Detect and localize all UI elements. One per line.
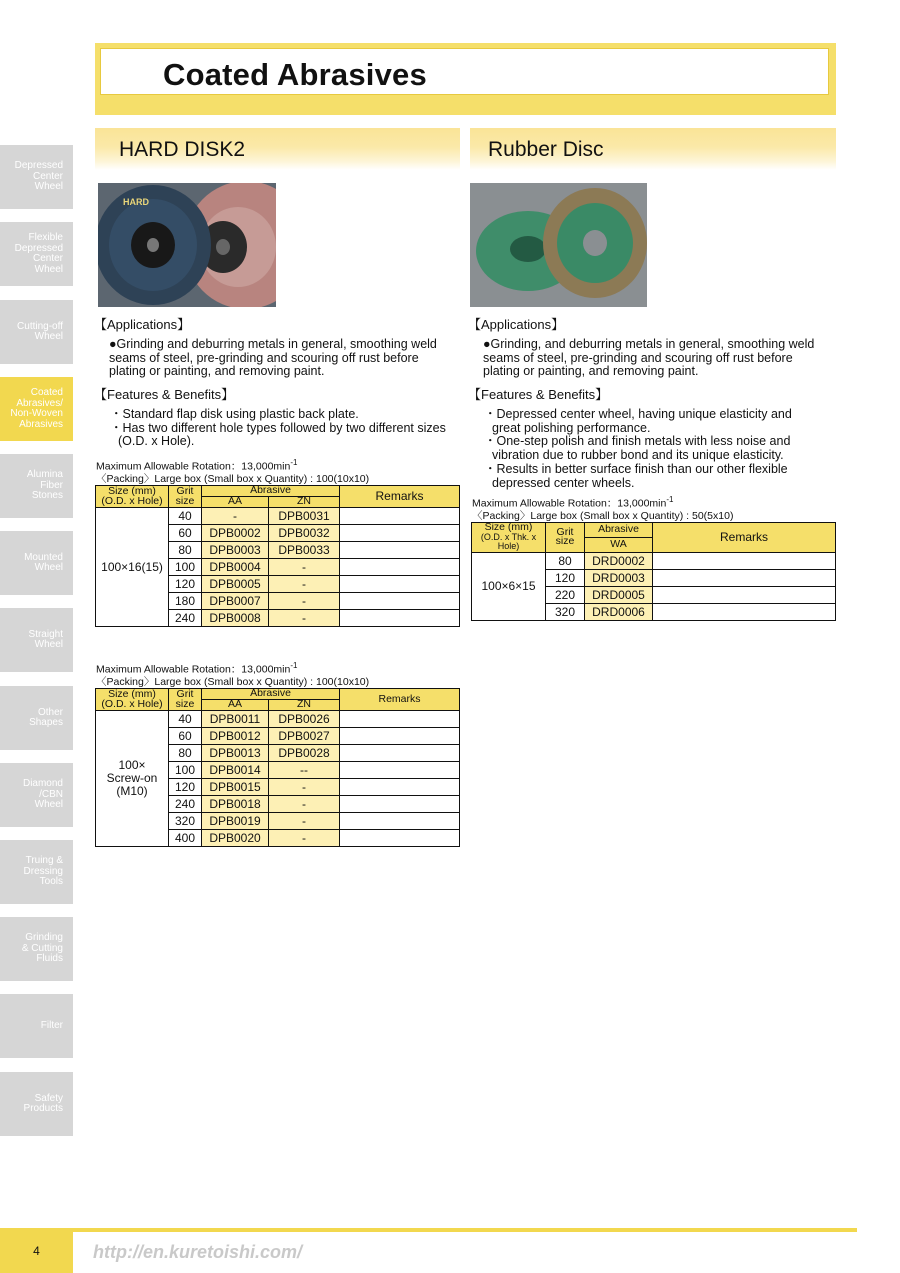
rubber-disc-applications: 【Applications】 ●Grinding, and deburring metals in general, smoothing weld seams of steel, pre-grinding and scouring off rust before plating or painting, and removing paint. bbox=[468, 318, 818, 379]
table-row: 320 DPB0019 - bbox=[96, 813, 460, 830]
sidebar-item-flexible-depressed-center-wheel[interactable]: Flexible Depressed Center Wheel bbox=[0, 222, 73, 286]
sidebar-item-truing-dressing-tools[interactable]: Truing & Dressing Tools bbox=[0, 840, 73, 904]
sidebar-item-alumina-fiber-stones[interactable]: Alumina Fiber Stones bbox=[0, 454, 73, 518]
hard-disk-table1-notes: Maximum Allowable Rotation：$13,000\min^{-1}$ 〈Packing〉Large box (Small box x Quantity) : 100(10x10) bbox=[96, 458, 370, 485]
rubber-disc-feature-2: ・One-step polish and finish metals with less noise and vibration due to rubber bond and its unique elasticity. bbox=[484, 434, 791, 463]
table-row: 100×6×15 80 DRD0002 bbox=[472, 552, 836, 569]
table-row: 220 DRD0005 bbox=[472, 586, 836, 603]
table-row: 320 DRD0006 bbox=[472, 603, 836, 620]
table-row: 100×16(15) 40 - DPB0031 bbox=[96, 508, 460, 525]
rubber-disc-image bbox=[470, 183, 647, 307]
rubber-disc-feature-1: ・Depressed center wheel, having unique elasticity and great polishing performance. bbox=[484, 406, 792, 435]
hard-disk-table2: Size (mm) (O.D. x Hole) Grit size Abrasive Remarks AA ZN 100× Screw-on (M10) 40 DPB0011 DPB0026 60 DPB0012 DPB0027 80 DPB0013 DPB0028 100 DPB0014 -- 120 DPB0015 - 240 DPB0018 - 320 DPB0019 - 400 DPB0020 - bbox=[95, 688, 460, 847]
sidebar-item-diamond-cbn-wheel[interactable]: Diamond /CBN Wheel bbox=[0, 763, 73, 827]
page-number: 4 bbox=[0, 1228, 73, 1273]
title-banner bbox=[95, 43, 836, 115]
table-row: 80 DPB0013 DPB0028 bbox=[96, 745, 460, 762]
table-row: 60 DPB0002 DPB0032 bbox=[96, 525, 460, 542]
table-row: 80 DPB0003 DPB0033 bbox=[96, 542, 460, 559]
rubber-disc-feature-3: ・Results in better surface finish than our other flexible depressed center wheels. bbox=[484, 461, 788, 490]
hard-disk-photo bbox=[98, 183, 276, 307]
table-row: 100× Screw-on (M10) 40 DPB0011 DPB0026 bbox=[96, 711, 460, 728]
table-row: 120 DPB0005 - bbox=[96, 576, 460, 593]
table-row: 240 DPB0018 - bbox=[96, 796, 460, 813]
footer-bar bbox=[0, 1228, 857, 1232]
sidebar-item-coated-abrasives[interactable]: Coated Abrasives/ Non-Woven Abrasives bbox=[0, 377, 73, 441]
hard-disk-table1: Size (mm) (O.D. x Hole) Grit size Abrasive Remarks AA ZN 100×16(15) 40 - DPB0031 60 DPB0002 DPB0032 80 DPB0003 DPB0033 100 DPB0004 - 120 DPB0005 - 180 DPB0007 - 240 DPB0008 - bbox=[95, 485, 460, 627]
hard-disk-title: HARD DISK2 bbox=[119, 138, 246, 161]
table-row: 120 DPB0015 - bbox=[96, 779, 460, 796]
hard-disk-table2-notes: Maximum Allowable Rotation：$13,000\min^{-1}$ 〈Packing〉Large box (Small box x Quantity) : 100(10x10) bbox=[96, 661, 370, 688]
rubber-disc-photo bbox=[470, 183, 647, 307]
table-row: 240 DPB0008 - bbox=[96, 610, 460, 627]
hard-disk-image bbox=[98, 183, 276, 307]
page-title: Coated Abrasives bbox=[163, 57, 427, 92]
table-row: 400 DPB0020 - bbox=[96, 830, 460, 847]
hard-disk-feature-1: ・Standard flap disk using plastic back plate. bbox=[110, 406, 359, 421]
rubber-disc-title: Rubber Disc bbox=[488, 138, 604, 161]
sidebar-item-filter[interactable]: Filter bbox=[0, 994, 73, 1058]
table-row: 120 DRD0003 bbox=[472, 569, 836, 586]
hard-disk-feature-2: ・Has two different hole types followed by two different sizes (O.D. x Hole). bbox=[110, 420, 446, 449]
sidebar-item-depressed-center-wheel[interactable]: Depressed Center Wheel bbox=[0, 145, 73, 209]
hard-disk-applications-text: ●Grinding and deburring metals in general, smoothing weld seams of steel, pre-grinding and scouring off rust before plating or painting, and removing paint. bbox=[109, 336, 437, 379]
table-row: 100 DPB0004 - bbox=[96, 559, 460, 576]
rubber-disc-applications-text: ●Grinding, and deburring metals in general, smoothing weld seams of steel, pre-grinding and scouring off rust before plating or painting, and removing paint. bbox=[483, 336, 815, 379]
sidebar-item-other-shapes[interactable]: Other Shapes bbox=[0, 686, 73, 750]
website-url[interactable]: http://en.kuretoishi.com/ bbox=[93, 1242, 303, 1262]
sidebar-item-straight-wheel[interactable]: Straight Wheel bbox=[0, 608, 73, 672]
hard-disk-photo-label: HARD bbox=[123, 197, 149, 207]
table-row: 100 DPB0014 -- bbox=[96, 762, 460, 779]
sidebar-item-safety-products[interactable]: Safety Products bbox=[0, 1072, 73, 1136]
table-row: 180 DPB0007 - bbox=[96, 593, 460, 610]
rubber-disc-table: Size (mm) (O.D. x Thk. x Hole) Grit size Abrasive Remarks WA 100×6×15 80 DRD0002 120 DRD0003 220 DRD0005 320 DRD0006 bbox=[471, 522, 836, 621]
sidebar-item-mounted-wheel[interactable]: Mounted Wheel bbox=[0, 531, 73, 595]
rubber-disc-features: 【Features & Benefits】 ・Depressed center wheel, having unique elasticity and great polishing performance. ・One-step polish and finish metals with less noise and vibration due to rubber bond and its unique elasticity. ・Results in better surface finish than our other flexible depressed center wheels. bbox=[468, 388, 798, 491]
table-row: 60 DPB0012 DPB0027 bbox=[96, 728, 460, 745]
sidebar-item-cutting-off-wheel[interactable]: Cutting-off Wheel bbox=[0, 300, 73, 364]
rubber-disc-header bbox=[470, 128, 836, 170]
hard-disk-header bbox=[95, 128, 460, 170]
sidebar-item-grinding-cutting-fluids[interactable]: Grinding & Cutting Fluids bbox=[0, 917, 73, 981]
hard-disk-applications: 【Applications】 ●Grinding and deburring metals in general, smoothing weld seams of steel, pre-grinding and scouring off rust before plating or painting, and removing paint. bbox=[94, 318, 444, 379]
rubber-disc-table-notes: Maximum Allowable Rotation：$13,000\min^{-1}$ 〈Packing〉Large box (Small box x Quantity) : 50(5x10) bbox=[472, 495, 734, 522]
hard-disk-features: 【Features & Benefits】 ・Standard flap disk using plastic back plate. ・Has two different hole types followed by two different sizes (O.D. x Hole). bbox=[94, 388, 449, 449]
